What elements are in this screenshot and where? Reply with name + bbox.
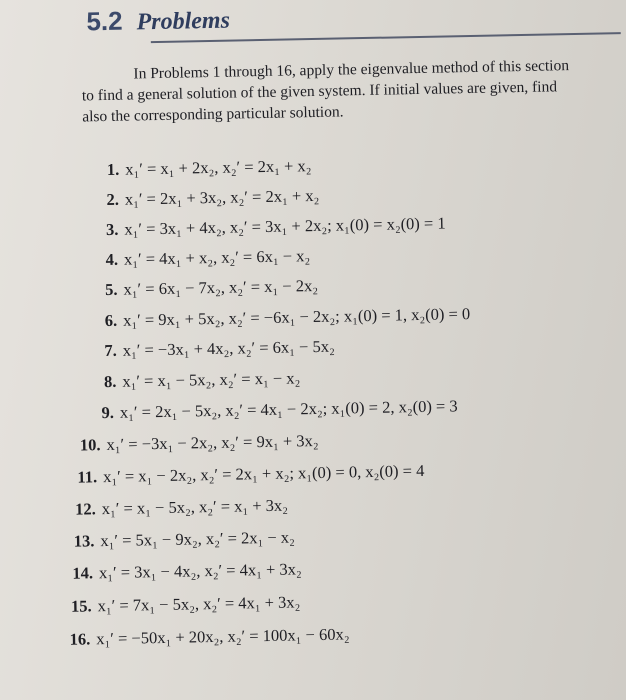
problem-equation: x₁′ = 6x₁ − 7x₂, x₂′ = x₁ − 2x₂ [123,275,319,299]
instructions-text: In Problems 1 through 16, apply the eigenvalue method of this section to find a general solution of the given system. If initial values are given, find also the corresponding particular solution. [81,57,570,126]
problem-number: 14. [72,563,94,583]
problem-equation: x₁′ = −50x₁ + 20x₂, x₂′ = 100x₁ − 60x₂ [96,624,350,649]
problem-equation: x₁′ = 7x₁ − 5x₂, x₂′ = 4x₁ + 3x₂ [97,592,301,616]
problem-equation: x₁′ = x₁ + 2x₂, x₂′ = 2x₁ + x₂ [125,156,312,179]
problem-number: 1. [106,159,120,179]
problem-2 [89,186,320,210]
problem-number: 8. [103,371,117,392]
problem-equation: x₁′ = x₁ − 5x₂, x₂′ = x₁ − x₂ [122,368,301,391]
problem-15 [61,592,300,617]
problem-number: 5. [105,279,118,300]
problem-number: 6. [104,310,118,331]
problem-equation: x₁′ = 3x₁ − 4x₂, x₂′ = 4x₁ + 3x₂ [98,559,302,583]
problem-14 [63,559,302,584]
problem-6 [87,304,470,331]
problem-11 [67,461,425,488]
problem-4 [88,246,311,270]
problem-number: 13. [73,531,95,551]
problem-number: 2. [106,189,120,209]
section-number: 5.2 [86,5,123,37]
problem-equation: x₁′ = 4x₁ + x₂, x₂′ = 6x₁ − x₂ [123,246,311,269]
problem-equation: x₁′ = 5x₁ − 9x₂, x₂′ = 2x₁ − x₂ [100,527,296,551]
problem-9 [84,396,458,423]
problem-13 [64,527,295,551]
problem-8 [86,368,300,392]
problem-16 [60,624,350,650]
problem-number: 16. [69,629,91,649]
problem-equation: x₁′ = 2x₁ + 3x₂, x₂′ = 2x₁ + x₂ [124,185,320,209]
problem-7 [87,337,335,362]
problem-3 [88,213,446,240]
problem-number: 15. [70,596,92,616]
problem-5 [87,276,318,300]
problem-equation: x₁′ = −3x₁ + 4x₂, x₂′ = 6x₁ − 5x₂ [122,336,335,360]
problem-equation: x₁′ = 9x₁ + 5x₂, x₂′ = −6x₁ − 2x₂; x₁(0) = 1, x₂(0) = 0 [122,304,471,330]
problem-number: 4. [105,249,119,270]
problem-number: 9. [101,402,115,423]
problem-equation: x₁′ = x₁ − 5x₂, x₂′ = x₁ + 3x₂ [101,495,289,519]
problem-equation: x₁′ = −3x₁ − 2x₂, x₂′ = 9x₁ + 3x₂ [106,430,319,455]
problem-12 [66,496,289,520]
problem-equation: x₁′ = x₁ − 2x₂, x₂′ = 2x₁ + x₂; x₁(0) = 0, x₂(0) = 4 [102,460,425,487]
problem-1 [89,156,312,180]
problem-number: 7. [104,340,117,361]
problem-number: 3. [105,219,119,240]
instructions [81,55,582,128]
problem-10 [70,431,318,456]
problem-equation: x₁′ = 3x₁ + 4x₂, x₂′ = 3x₁ + 2x₂; x₁(0) = x₂(0) = 1 [124,213,446,239]
problem-equation: x₁′ = 2x₁ − 5x₂, x₂′ = 4x₁ − 2x₂; x₁(0) = 2, x₂(0) = 3 [119,396,458,422]
section-title: Problems [136,7,231,36]
problem-number: 12. [74,499,96,519]
problem-number: 11. [77,467,98,487]
section-header [86,4,230,38]
problem-number: 10. [79,435,101,455]
